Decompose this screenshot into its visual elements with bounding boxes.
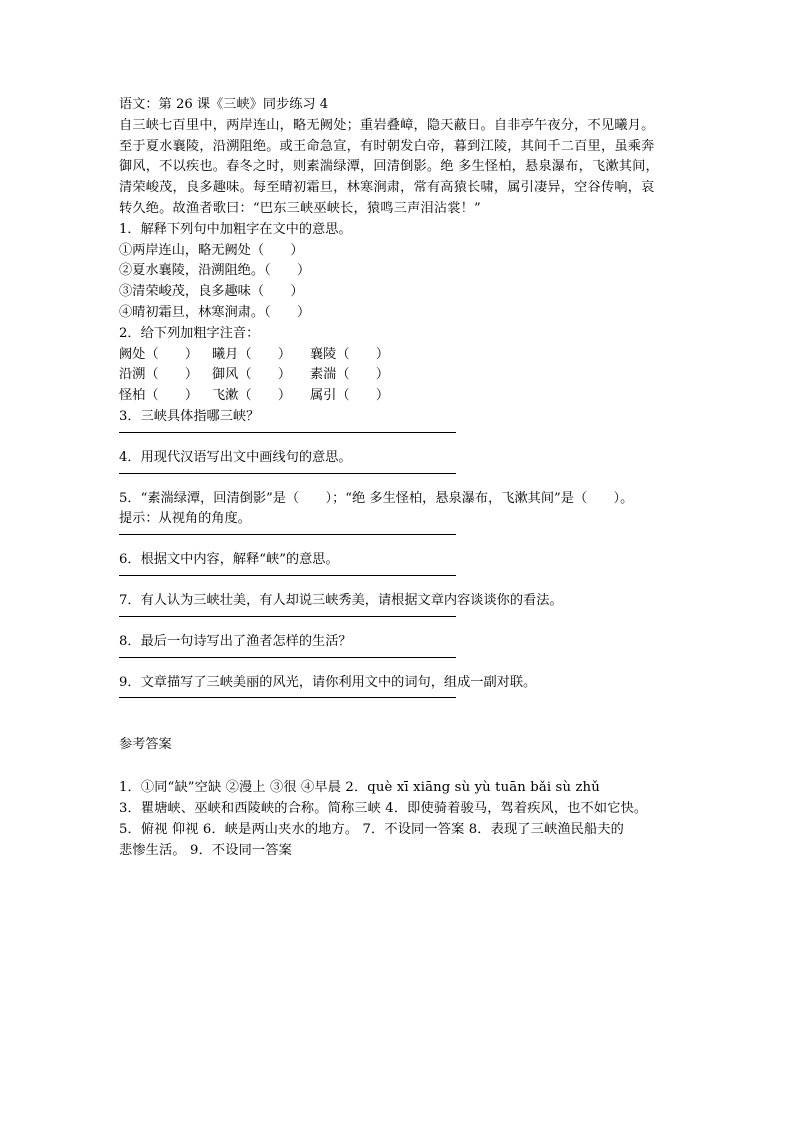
answers-heading: 参考答案 [119,737,172,753]
document-page [119,95,679,861]
document-title: 语文：第 26 课《三峡》同步练习 4 [119,97,329,112]
answer-line-text: 1．①同“缺”空缺 ②漫上 ③很 ④早晨 2．què xī xiāng sù yù tuān bǎi sù zhǔ [119,780,600,796]
answer-line-text: 3．瞿塘峡、巫峡和西陵峡的合称。简称三峡 4．即使骑着骏马，驾着疾风，也不如它快。 [119,800,648,816]
question-2-prompt: 2．给下列加粗字注音： [119,325,260,341]
passage-line: 至于夏水襄陵，沿溯阻绝。或王命急宣，有时朝发白帝，暮到江陵，其间千二百里，虽乘奔 [119,138,655,154]
pinyin-row [119,345,679,366]
passage-line: 自三峡七百里中，两岸连山，略无阙处；重岩叠嶂，隐天蔽日。自非亭午夜分，不见曦月。 [119,117,655,133]
question-1-item: ③清荣峻茂，良多趣味（ ） [119,284,304,300]
pinyin-item: 沿溯（ ） [119,367,199,383]
question-6 [119,550,679,576]
pinyin-item: 御风（ ） [212,367,292,383]
question-1-item: ②夏水襄陵，沿溯阻绝。（ ） [119,263,311,279]
question-3-prompt: 3．三峡具体指哪三峡？ [119,408,260,424]
answer-line-text: 悲惨生活。 9．不设同一答案 [119,842,292,858]
answer-key [119,778,679,861]
question-1 [119,220,679,324]
question-1-item: ④晴初霜旦，林寒涧肃。（ ） [119,304,311,320]
question-6-prompt: 6．根据文中内容，解释“峡”的意思。 [119,552,339,568]
question-1-prompt: 1．解释下列句中加粗字在文中的意思。 [119,221,352,237]
question-4-prompt: 4．用现代汉语写出文中画线句的意思。 [119,449,352,465]
pinyin-item: 怪柏（ ） [119,388,199,404]
question-5-hint: 提示：从视角的角度。 [119,511,251,527]
spacer [119,713,679,735]
pinyin-item: 襄陵（ ） [310,346,390,362]
pinyin-item: 飞漱（ ） [212,388,292,404]
question-5 [119,489,679,536]
answer-line[interactable] [119,575,456,576]
answer-line[interactable] [119,534,456,535]
question-7-prompt: 7．有人认为三峡壮美，有人却说三峡秀美，请根据文章内容谈谈你的看法。 [119,592,563,608]
spacer [119,756,679,778]
question-5-prompt: 5．“素湍绿潭，回清倒影”是（ ）；“绝 多生怪柏，悬泉瀑布，飞漱其间”是（ ）。 [119,490,634,506]
passage [119,116,679,220]
pinyin-item: 素湍（ ） [310,367,390,383]
question-8-prompt: 8．最后一句诗写出了渔者怎样的生活？ [119,633,352,649]
answer-line[interactable] [119,697,456,698]
question-7 [119,591,679,617]
answer-line[interactable] [119,657,456,658]
passage-line: 御风，不以疾也。春冬之时，则素湍绿潭，回清倒影。绝 多生怪柏，悬泉瀑布，飞漱其间， [119,159,659,175]
pinyin-item: 曦月（ ） [212,346,292,362]
question-3 [119,407,679,433]
passage-line: 转久绝。故渔者歌曰：“巴东三峡巫峡长，猿鸣三声泪沾裳！” [119,200,481,216]
pinyin-row [119,365,679,386]
pinyin-row [119,386,679,407]
answer-line[interactable] [119,616,456,617]
passage-line: 清荣峻茂，良多趣味。每至晴初霜旦，林寒涧肃，常有高猿长啸，属引凄异，空谷传响，哀 [119,180,655,196]
question-1-item: ①两岸连山，略无阙处（ ） [119,242,304,258]
question-9 [119,673,679,699]
answer-line[interactable] [119,473,456,474]
answer-line[interactable] [119,432,456,433]
pinyin-item: 阙处（ ） [119,346,199,362]
question-8 [119,632,679,658]
question-4 [119,448,679,474]
question-2 [119,324,679,407]
question-9-prompt: 9．文章描写了三峡美丽的风光，请你利用文中的词句，组成一副对联。 [119,674,537,690]
pinyin-item: 属引（ ） [310,388,390,404]
answer-line-text: 5．俯视 仰视 6．峡是两山夹水的地方。 7．不设同一答案 8．表现了三峡渔民船夫的 [119,821,625,837]
